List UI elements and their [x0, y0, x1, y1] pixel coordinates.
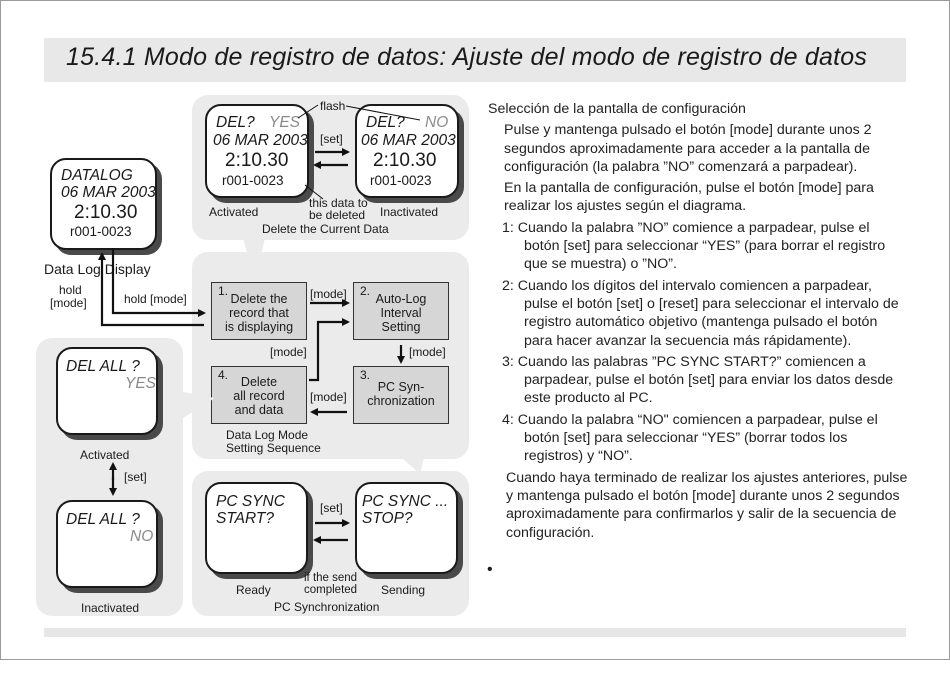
lcd-time: 2:10.30 [225, 150, 289, 171]
paragraph-2: En la pantalla de configuración, pulse el botón [mode] para realizar los ajustes según el diagrama. [504, 180, 874, 215]
seq-caption-line-2: Setting Sequence [226, 441, 321, 455]
lcd-no-label: NO [425, 114, 449, 131]
instructions-column [488, 100, 908, 545]
be-deleted-label: be deleted [309, 208, 366, 222]
lcd-no-label: NO [130, 528, 154, 545]
ready-label: Ready [236, 583, 271, 597]
seq-box-line: record that [229, 306, 289, 320]
seq-box-number: 1. [218, 284, 229, 298]
seq-box-line: and data [234, 403, 284, 417]
seq-box-line: Delete the [230, 292, 288, 306]
bubble-tail-bottom [402, 458, 424, 474]
lcd-line-3: 2:10.30 [74, 202, 138, 223]
flash-line-2 [346, 106, 420, 120]
lcd-yes-label: YES [269, 114, 301, 131]
lcd-delall-label: DEL ALL ? [66, 511, 140, 528]
seq-box-line: is displaying [224, 320, 294, 334]
set-label-top: [set] [320, 132, 343, 146]
mode-label-3-4: [mode] [310, 390, 347, 404]
flash-line-1 [298, 105, 318, 118]
hold-mode-label: hold [mode] [124, 292, 187, 306]
lcd-date: 06 MAR 2003 [213, 132, 308, 149]
seq-box-line: Delete [240, 375, 278, 389]
mode-label-4-1: [mode] [270, 345, 307, 359]
seq-box-number: 4. [218, 368, 229, 382]
bottom-bar [44, 628, 906, 637]
step-3: 3: Cuando las palabras ”PC SYNC START?” comiencen a parpadear, pulse el botón [set] para enviar los datos desde este producto al PC. [502, 353, 894, 407]
seq-box-line: Auto-Log [375, 292, 427, 306]
step-4: 4: Cuando la palabra “NO" comiencen a parpadear, pulse el botón [set] para seleccionar “YES” (borrar todos los registros) y “NO”. [502, 411, 878, 465]
lcd-pc-line-2: START? [216, 510, 274, 527]
seq-box-line: Interval [380, 306, 422, 320]
delete-current-caption: Delete the Current Data [262, 222, 389, 236]
if-send-label: if the send [304, 572, 358, 584]
seq-box-line: PC Syn- [377, 380, 425, 394]
completed-label: completed [304, 584, 358, 596]
mode-label-2-3: [mode] [409, 345, 446, 359]
seq-caption-line-1: Data Log Mode [226, 428, 309, 442]
hold-arrow-into-seq [113, 248, 204, 313]
lcd-pc-line-1: PC SYNC [216, 493, 285, 510]
pc-sync-caption: PC Synchronization [274, 600, 380, 614]
lcd-date: 06 MAR 2003 [361, 132, 456, 149]
hold-arrow-to-display [102, 254, 204, 325]
lcd-line-2: 06 MAR 2003 [61, 184, 156, 201]
activated-label-left: Activated [80, 448, 130, 462]
step-2: 2: Cuando los dígitos del intervalo comiencen a parpadear, pulse el botón [set] o [reset] para seleccionar el intervalo de registro automático objetivo (mantenga pulsado el botón para hacer avanzar la secuencia más rápidamente). [502, 277, 899, 349]
lcd-del-label: DEL? [366, 114, 405, 131]
mode-label-1-2: [mode] [310, 287, 347, 301]
bubble-tail-top [243, 238, 265, 282]
lcd-del-label: DEL? [216, 114, 255, 131]
inactivated-label-left: Inactivated [81, 601, 140, 615]
lcd-pc-line-1: PC SYNC ... [362, 493, 449, 510]
seq-arrow-4-1 [309, 322, 348, 380]
set-label-left: [set] [124, 470, 147, 484]
closing-paragraph: Cuando haya terminado de realizar los ajustes anteriores, pulse y mantenga pulsado el botón [mode] durante unos 2 segundos aproximadamente para confirmarlos y salir de la secuencia de configuración. [506, 469, 908, 541]
lcd-pc-line-2: STOP? [362, 510, 413, 527]
page-title: 15.4.1 Modo de registro de datos: Ajuste del modo de registro de datos [66, 43, 868, 71]
step-1: 1: Cuando la palabra ”NO” comience a parpadear, pulse el botón [set] para seleccionar “YES” (para borrar el registro que se muestra) o ”NO”. [502, 219, 886, 273]
this-data-pointer [305, 185, 323, 199]
lcd-yes-label: YES [125, 375, 157, 392]
seq-box-number: 3. [360, 368, 371, 382]
seq-box-line: chronization [367, 394, 435, 408]
lcd-record: r001-0023 [222, 173, 284, 188]
lcd-record: r001-0023 [370, 173, 432, 188]
flash-label: flash [320, 99, 346, 113]
section-heading: Selección de la pantalla de configuración [488, 101, 746, 117]
data-log-display-label: Data Log Display [44, 261, 151, 277]
seq-box-line: Setting [381, 320, 421, 334]
seq-box-number: 2. [360, 284, 371, 298]
mode-label-left: [mode] [50, 296, 87, 310]
inactivated-label-top: Inactivated [380, 205, 439, 219]
this-data-label: this data to [309, 196, 368, 210]
set-label-pc: [set] [320, 501, 343, 515]
bullet-point: • [487, 561, 493, 578]
hold-label: hold [59, 283, 82, 297]
lcd-line-4: r001-0023 [70, 224, 132, 239]
bubble-tail-left [183, 392, 215, 418]
lcd-delall-label: DEL ALL ? [66, 358, 140, 375]
sending-label: Sending [381, 583, 426, 597]
lcd-time: 2:10.30 [373, 150, 437, 171]
activated-label-top: Activated [209, 205, 259, 219]
seq-box-line: all record [233, 389, 285, 403]
lcd-line-1: DATALOG [61, 167, 133, 184]
paragraph-1: Pulse y mantenga pulsado el botón [mode] durante unos 2 segundos aproximadamente para acceder a la pantalla de configuración (la palabra ”NO” comenzará a parpadear). [504, 122, 872, 175]
